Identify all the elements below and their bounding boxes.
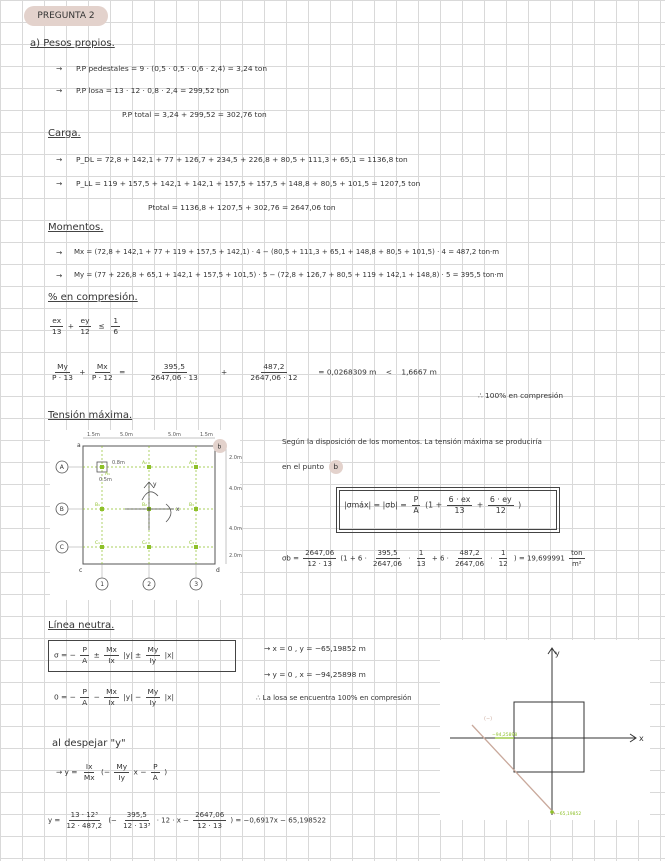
neutral-axis-graph [440,640,650,820]
corner-label-d: d [216,567,220,574]
p-dl-line: P_DL = 72,8 + 142,1 + 77 + 126,7 + 234,5 + 226,8 + 80,5 + 111,3 + 65,1 = 1136,8 ton [76,155,408,164]
point-b-badge: b [329,460,343,474]
pedestal-label: C₁ [95,541,100,546]
neutral-axis-equation: 0 = − $\frac{P}{A}$ − $\frac{Mx}{Ix}$ |y| − $\frac{My}{Iy}$ |x| [54,687,175,707]
intercept-y-marker [550,810,554,814]
graph-negative-label: (−) [484,716,493,722]
row-label: A [59,464,64,472]
corner-label-a: a [77,442,81,449]
col-label: 2 [147,581,152,589]
corner-label-b: b [217,443,222,451]
ineq-line: $\frac{ex}{13}$ + $\frac{ey}{12}$ ≤ $\frac{1}{6}$ [52,316,119,336]
pedestal-label: A₁ [105,472,110,477]
pp-pedestales-line: P.P pedestales = 9 · (0,5 · 0,5 · 0,6 · 2,4) = 3,24 ton [76,64,268,73]
pedestal-label: B₂ [142,503,147,508]
section-heading-momentos: Momentos. [48,222,104,233]
mx-line: Mx = (72,8 + 142,1 + 77 + 119 + 157,5 + 142,1) · 4 − (80,5 + 111,3 + 65,1 + 148,8 + 80,5 + 101,5) · 4 = 487,2 ton·m [74,248,500,256]
moment-arc-icon [142,492,158,500]
max-stress-formula: |σmáx| = |σb| = $\frac{P}{A}$ (1 + $\frac{6 \cdot ex}{13}$ + $\frac{6 \cdot ey}{12}$ ) [344,495,522,515]
my-line: My = (77 + 226,8 + 65,1 + 142,1 + 157,5 + 101,5) · 5 − (72,8 + 126,7 + 80,5 + 119 + 142,1 + 148,8) · 5 = 395,5 ton·m [74,271,504,279]
eccentricity-check-line: $\frac{My}{P \cdot 13}$ + $\frac{Mx}{P \cdot 12}$ = $\frac{395,5}{2647,06 \cdot 13}$ + $\frac{487,2}{2647,06 \cdot 12}$ = 0,0268309 m < 1,6667 m [52,362,437,382]
pedestal-label: A₂ [142,461,147,466]
graph-x-label: x [639,734,644,743]
arrow-icon: → [56,179,63,188]
dim-side-label: 2.0m [229,553,242,559]
graph-x-intercept-label: −94,25898 [492,733,518,738]
y-solved-equation: → y = $\frac{Ix}{Mx}$ (− $\frac{My}{Iy}$ x − $\frac{P}{A}$ ) [56,762,168,782]
dim-side-label: 2.0m [229,455,242,461]
stress-formula: σ = − $\frac{P}{A}$ ± $\frac{Mx}{Ix}$ |y| ± $\frac{My}{Iy}$ |x| [54,645,175,665]
section-heading-carga: Carga. [48,128,81,139]
arrow-icon: → [56,248,63,257]
section-heading-compresion: % en compresión. [48,292,138,303]
axis-label-y: y [153,481,157,488]
row-label: C [59,544,65,552]
dim-label-05: 0.5m [99,477,112,483]
pedestal-label: B₃ [189,503,194,508]
intercept-y0-line: → y = 0 , x = −94,25898 m [264,670,366,679]
arrow-icon: → [56,271,63,280]
p-total-line: Ptotal = 1136,8 + 1207,5 + 302,76 = 2647,06 ton [148,203,336,212]
dim-side-label: 4.0m [229,486,242,492]
graph-y-intercept-label: −65,19852 [556,812,582,817]
corner-label-c: c [79,567,83,574]
section-heading-pesos: a) Pesos propios. [30,38,115,49]
section-heading-linea-neutra: Línea neutra. [48,620,115,631]
page-title: PREGUNTA 2 [24,6,108,26]
foundation-plan-svg [50,430,240,600]
sigma-b-calculation: σb = $\frac{2647,06}{12 \cdot 13}$ (1 + 6 · $\frac{395,5}{2647,06}$ · $\frac{1}{13}$ + 6 · $\frac{487,2}{2647,06}$ · $\frac{1}{12}$ ) = 19,699991 $\frac{\text{ton}}{\text{m²}}$ [282,549,583,568]
neutral-axis-graph-svg [440,640,650,820]
graph-y-label: y [555,649,560,658]
dim-top-label: 1.5m [200,432,213,438]
pedestal-label: B₁ [95,503,100,508]
dim-side-label: 4.0m [229,526,242,532]
pedestal-label: C₃ [189,541,194,546]
col-label: 1 [100,581,105,589]
foundation-plan-diagram [50,430,240,600]
pp-losa-line: P.P losa = 13 · 12 · 0,8 · 2,4 = 299,52 ton [76,86,229,95]
despejar-label: al despejar "y" [52,738,126,749]
tension-text-line-1: Según la disposición de los momentos. La tensión máxima se produciría [282,437,542,446]
col-label: 3 [194,581,199,589]
p-ll-line: P_LL = 119 + 157,5 + 142,1 + 142,1 + 157,5 + 157,5 + 148,8 + 80,5 + 101,5 = 1207,5 ton [76,179,421,188]
losa-compresion-conclusion: ∴ La losa se encuentra 100% en compresión [256,694,412,702]
intercept-x0-line: → x = 0 , y = −65,19852 m [264,644,366,653]
dim-top-label: 1.5m [87,432,100,438]
arrow-icon: → [56,86,63,95]
section-heading-tension: Tensión máxima. [48,410,133,421]
row-label: B [59,506,64,514]
dim-label-08: 0.8m [112,460,125,466]
y-final-equation: y = $\frac{\text{13 · 12³}}{12 \cdot 487,2}$ (− $\frac{395,5}{\text{12 · 13³}}$ · 12 · x − $\frac{2647,06}{12 \cdot 13}$ ) = −0,6917x − 65,198522 [48,811,327,830]
moment-arc-icon [166,504,171,522]
arrow-icon: → [56,64,63,73]
dim-top-label: 5.0m [120,432,133,438]
pp-total-line: P.P total = 3,24 + 299,52 = 302,76 ton [122,110,267,119]
dim-top-label: 5.0m [168,432,181,438]
graph-slab-square [514,702,584,772]
axis-label-x: x [176,506,180,513]
tension-text-line-2: en el punto b [282,460,343,474]
pedestal-label: C₂ [142,541,147,546]
pedestal-label: A₃ [189,461,194,466]
compresion-conclusion: ∴ 100% en compresión [478,391,564,400]
arrow-icon: → [56,155,63,164]
